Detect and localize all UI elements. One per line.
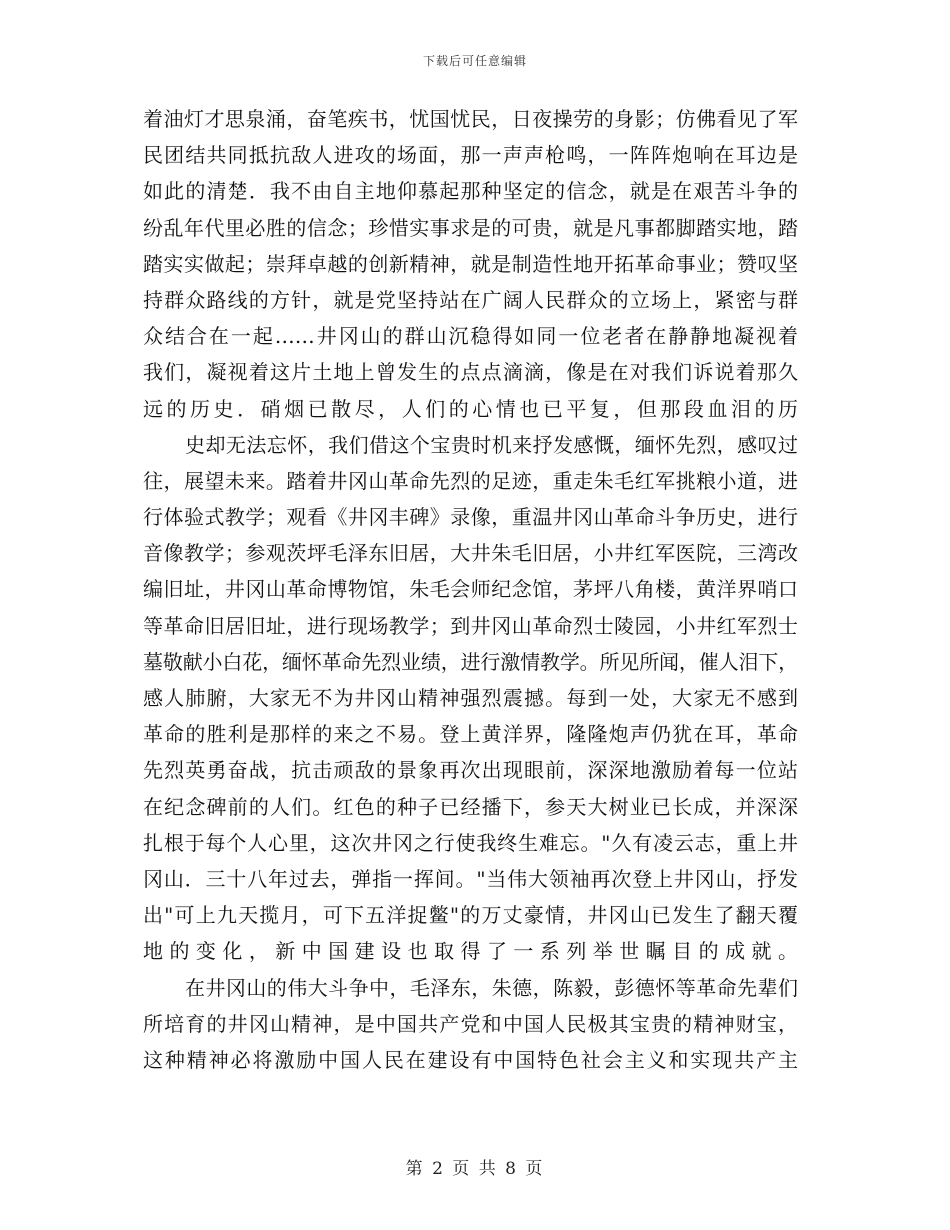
paragraph-3 <box>143 970 798 1079</box>
text-line: 众结合在一起……井冈山的群山沉稳得如同一位老者在静静地凝视着 <box>143 324 798 349</box>
text-line: 扎根于每个人心里，这次井冈之行使我终生难忘。"久有凌云志，重上井 <box>143 830 798 855</box>
text-line: 墓敬献小白花，缅怀革命先烈业绩，进行激情教学。所见所闻，催人泪下， <box>143 649 798 674</box>
text-line: 民团结共同抵抗敌人进攻的场面，那一声声枪鸣，一阵阵炮响在耳边是 <box>143 143 798 168</box>
text-line: 远的历史．硝烟已散尽，人们的心情也已平复，但那段血泪的历 <box>143 396 798 421</box>
text-line: 在井冈山的伟大斗争中，毛泽东，朱德，陈毅，彭德怀等革命先辈们 <box>185 975 798 1000</box>
text-line: 感人肺腑，大家无不为井冈山精神强烈震撼。每到一处，大家无不感到 <box>143 686 798 710</box>
text-line: 往，展望未来。踏着井冈山革命先烈的足迹，重走朱毛红军挑粮小道，进 <box>143 468 798 493</box>
text-line: 在纪念碑前的人们。红色的种子已经播下，参天大树业已长成，并深深 <box>143 794 798 819</box>
text-line: 先烈英勇奋战，抗击顽敌的景象再次出现眼前，深深地激励着每一位站 <box>143 758 798 783</box>
text-line: 史却无法忘怀，我们借这个宝贵时机来抒发感慨，缅怀先烈，感叹过 <box>185 432 798 457</box>
text-line: 冈山．三十八年过去，弹指一挥间。"当伟大领袖再次登上井冈山，抒发 <box>143 866 798 891</box>
text-line: 音像教学；参观茨坪毛泽东旧居，大井朱毛旧居，小井红军医院，三湾改 <box>143 541 798 566</box>
text-line: 革命的胜利是那样的来之不易。登上黄洋界，隆隆炮声仍犹在耳，革命 <box>143 722 798 747</box>
text-line: 踏实实做起；崇拜卓越的创新精神，就是制造性地开拓革命事业；赞叹坚 <box>143 251 798 276</box>
text-line: 地的变化，新中国建设也取得了一系列举世瞩目的成就。 <box>143 939 798 964</box>
text-line: 等革命旧居旧址，进行现场教学；到井冈山革命烈士陵园，小井红军烈士 <box>143 613 798 638</box>
text-line: 编旧址，井冈山革命博物馆，朱毛会师纪念馆，茅坪八角楼，黄洋界哨口 <box>143 577 798 602</box>
text-line: 着油灯才思泉涌，奋笔疾书，忧国忧民，日夜操劳的身影；仿佛看见了军 <box>143 107 798 131</box>
text-line: 纷乱年代里必胜的信念；珍惜实事求是的可贵，就是凡事都脚踏实地，踏 <box>143 215 798 240</box>
text-line: 这种精神必将激励中国人民在建设有中国特色社会主义和实现共产主 <box>143 1047 798 1072</box>
text-line: 如此的清楚．我不由自主地仰慕起那种坚定的信念，就是在艰苦斗争的 <box>143 179 798 204</box>
text-line: 我们，凝视着这片土地上曾发生的点点滴滴，像是在对我们诉说着那久 <box>143 360 798 385</box>
page-header: 下载后可任意编辑 <box>422 54 527 68</box>
paragraph-2 <box>143 427 798 970</box>
text-line: 所培育的井冈山精神，是中国共产党和中国人民极其宝贵的精神财宝， <box>143 1011 798 1036</box>
page-footer: 第 2 页 共 8 页 <box>405 1159 545 1179</box>
document-body <box>143 101 798 1078</box>
paragraph-1 <box>143 101 798 427</box>
text-line: 出"可上九天揽月，可下五洋捉鳖"的万丈豪情，井冈山已发生了翻天覆 <box>143 903 798 928</box>
text-line: 持群众路线的方针，就是党坚持站在广阔人民群众的立场上，紧密与群 <box>143 287 798 312</box>
text-line: 行体验式教学；观看《井冈丰碑》录像，重温井冈山革命斗争历史，进行 <box>143 505 798 530</box>
